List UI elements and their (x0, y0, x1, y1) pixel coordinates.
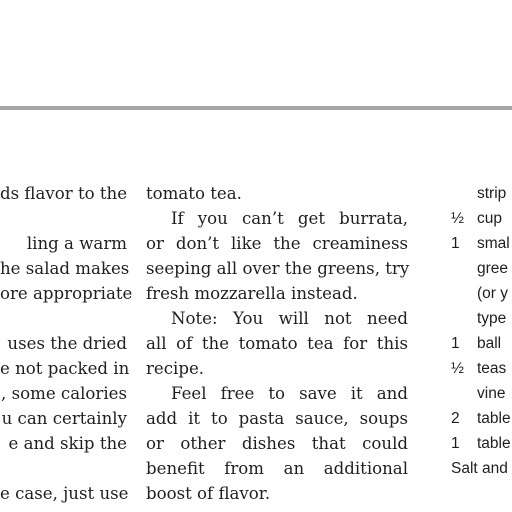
text-line: add it to pasta sauce, soups (146, 409, 408, 428)
text-line: he salad makes (0, 259, 130, 278)
text-line: or don’t like the creaminess (146, 234, 408, 253)
ingredient-row (451, 456, 512, 481)
ingredient-row (451, 281, 512, 306)
ingredient-quantity: ½ (451, 210, 464, 227)
ingredient-row (451, 256, 512, 281)
text-line: uses the dried (7, 334, 127, 353)
text-line (0, 306, 127, 331)
ingredient-row (451, 181, 512, 206)
ingredient-text: Salt and (451, 460, 508, 477)
text-line: recipe. (146, 359, 205, 378)
ingredient-text: vine (477, 385, 506, 402)
text-line: Note: You will not need (171, 309, 408, 328)
ingredient-text: smal (477, 235, 510, 252)
ingredient-row (451, 406, 512, 431)
middle-text-column (146, 181, 408, 506)
text-line: ling a warm (26, 234, 127, 253)
text-line: e and skip the (8, 434, 127, 453)
ingredient-text: cup (477, 210, 502, 227)
ingredient-row (451, 306, 512, 331)
ingredient-text: strip (477, 185, 507, 202)
ingredient-row (451, 356, 512, 381)
text-line: u can certainly (1, 409, 127, 428)
text-line: or other dishes that could (146, 434, 408, 453)
ingredient-row (451, 381, 512, 406)
text-line: tomato tea. (146, 184, 242, 203)
text-line: benefit from an additional (146, 459, 408, 478)
text-line: seeping all over the greens, try (146, 259, 410, 278)
text-line: ore appropriate (0, 284, 133, 303)
text-line (0, 456, 127, 481)
ingredient-text: (or y (477, 285, 508, 302)
ingredient-row (451, 431, 512, 456)
ingredient-text: teas (477, 360, 507, 377)
text-line: fresh mozzarella instead. (146, 284, 358, 303)
ingredient-row (451, 231, 512, 256)
text-line: e case, just use (0, 484, 129, 503)
text-line: Feel free to save it and (171, 384, 408, 403)
ingredient-row (451, 331, 512, 356)
ingredient-quantity: ½ (451, 360, 464, 377)
text-line: all of the tomato tea for this (146, 334, 408, 353)
ingredient-quantity: 2 (451, 410, 460, 427)
left-text-column (0, 181, 133, 506)
text-line: , some calories (1, 384, 127, 403)
header-divider (0, 106, 512, 110)
text-line: If you can’t get burrata, (171, 209, 408, 228)
ingredient-list (451, 181, 512, 481)
text-line: ds flavor to the (0, 184, 128, 203)
ingredient-text: gree (477, 260, 509, 277)
ingredient-text: table (477, 435, 511, 452)
text-line (0, 206, 127, 231)
text-line: boost of flavor. (146, 484, 271, 503)
ingredient-quantity: 1 (451, 435, 460, 452)
ingredient-row (451, 206, 512, 231)
ingredient-quantity: 1 (451, 235, 460, 252)
ingredient-text: ball (477, 335, 502, 352)
text-line: e not packed in (0, 359, 130, 378)
ingredient-text: type (477, 310, 507, 327)
ingredient-text: table (477, 410, 511, 427)
ingredient-quantity: 1 (451, 335, 460, 352)
